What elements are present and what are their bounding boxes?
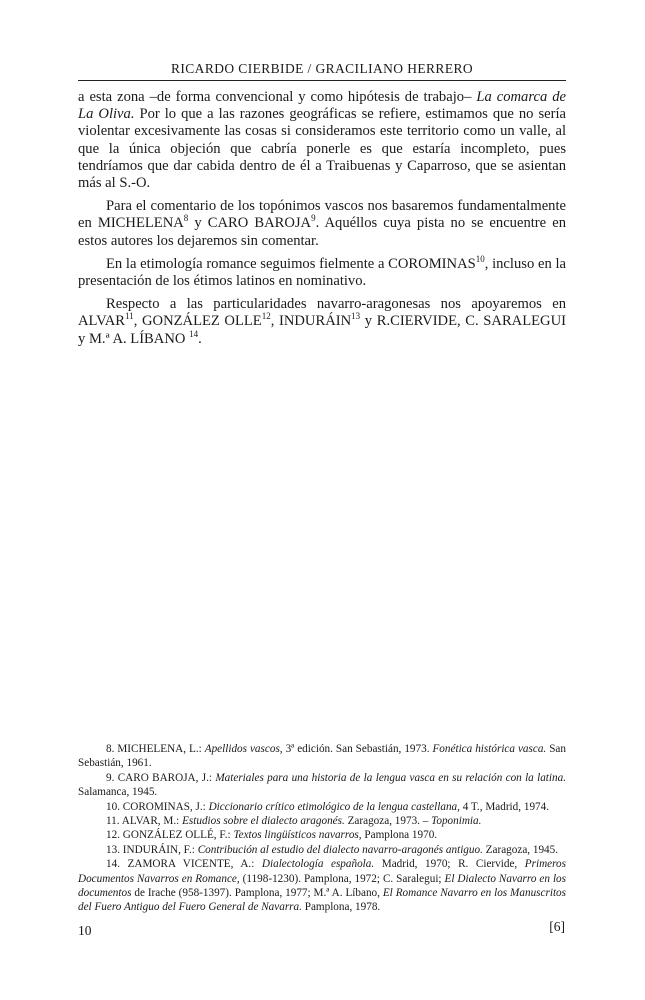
italic-run: El Dialecto Navarro en los documentos bbox=[78, 872, 566, 900]
text-run: 3ª edición. San Sebastián, 1973. bbox=[282, 743, 433, 755]
paragraph-4 bbox=[78, 296, 566, 348]
footnote-ref: 10 bbox=[475, 253, 485, 264]
italic-run: Apellidos vascos, bbox=[204, 743, 283, 755]
text-run: , incluso en la presentación de los étimos latinos en nominativo. bbox=[78, 255, 566, 290]
text-run: San Sebastián, 1961. bbox=[78, 743, 566, 770]
italic-run: Textos lingüísticos navarros, bbox=[233, 829, 362, 842]
text-run: a esta zona –de forma convencional y como hipótesis de trabajo– bbox=[78, 89, 477, 105]
text-run: Por lo que a las razones geográficas se refiere, estimamos que no sería violentar excesivamente las cosas si consideramos este territorio como un valle, al que la única objeción que cabría ponerle es que estaría incompleto, pues tendríamos que dar cabida dentro de él a Traibuenas y Caparroso, que se asientan más al S.-O. bbox=[78, 106, 567, 192]
text-run: de Irache (958-1397). Pamplona, 1977; M.ª A. Líbano, bbox=[131, 887, 383, 900]
text-run: Madrid, 1970; R. Ciervide, bbox=[374, 858, 525, 871]
italic-run: Contribución al estudio del dialecto navarro-aragonés antiguo. bbox=[197, 843, 483, 856]
text-run: Para el comentario de los topónimos vascos nos basaremos fundamentalmente en MICHELENA bbox=[78, 198, 566, 232]
footnote-13 bbox=[78, 843, 566, 857]
footnote-11 bbox=[78, 814, 566, 828]
paragraph-3 bbox=[78, 253, 566, 290]
italic-run: Primeros Documentos Navarros en Romance, bbox=[78, 858, 567, 885]
italic-run: Estudios sobre el dialecto aragonés. bbox=[182, 815, 345, 828]
text-run: 11. ALVAR, M.: bbox=[106, 815, 183, 828]
text-run: , GONZÁLEZ OLLE bbox=[133, 313, 262, 330]
body-text bbox=[78, 89, 566, 354]
text-run: Zaragoza, 1973. – bbox=[344, 815, 432, 828]
italic-run: El Romance Navarro en los Manuscritos del Fuero Antiguo del Fuero General de Navarra. bbox=[78, 887, 566, 914]
footnote-ref: 8 bbox=[183, 213, 189, 224]
footnote-ref: 11 bbox=[125, 311, 134, 322]
italic-run: Dialectología española. bbox=[261, 858, 375, 871]
footnote-12 bbox=[78, 828, 566, 842]
text-run: 8. MICHELENA, L.: bbox=[106, 743, 205, 755]
paragraph-1 bbox=[78, 89, 566, 192]
text-run: y R.CIERVIDE, C. SARALEGUI y M.ª A. LÍBANO bbox=[78, 313, 566, 347]
text-run: 10. COROMINAS, J.: bbox=[106, 800, 209, 813]
header-rule bbox=[78, 80, 566, 81]
footnote-9 bbox=[78, 771, 566, 800]
page-reference: [6] bbox=[549, 919, 565, 934]
italic-run: Fonética histórica vasca. bbox=[432, 743, 547, 755]
text-run: , INDURÁIN bbox=[270, 313, 352, 330]
footnote-14 bbox=[78, 857, 566, 915]
text-run: Pamplona, 1978. bbox=[301, 901, 381, 914]
footnote-10 bbox=[78, 800, 566, 814]
text-run: 4 T., Madrid, 1974. bbox=[459, 800, 550, 813]
footnote-ref: 13 bbox=[351, 311, 361, 322]
italic-run: Diccionario crítico etimológico de la lengua castellana, bbox=[208, 800, 460, 813]
footnotes bbox=[78, 742, 566, 915]
paragraph-2 bbox=[78, 198, 566, 250]
text-run: 13. INDURÁIN, F.: bbox=[106, 843, 198, 856]
footnote-ref: 9 bbox=[311, 213, 316, 224]
text-run: En la etimología romance seguimos fielmente a COROMINAS bbox=[106, 255, 476, 272]
text-run: (1198-1230). Pamplona, 1972; C. Saralegui; bbox=[239, 872, 445, 885]
text-run: 14. ZAMORA VICENTE, A.: bbox=[106, 858, 262, 871]
text-run: . bbox=[198, 330, 202, 347]
italic-run: Toponimia. bbox=[431, 815, 482, 828]
running-header: RICARDO CIERBIDE / GRACILIANO HERRERO bbox=[170, 61, 474, 76]
text-run: Pamplona 1970. bbox=[361, 829, 438, 842]
italic-run: Materiales para una historia de la lengua vasca en su relación con la latina. bbox=[215, 771, 567, 784]
text-run: Salamanca, 1945. bbox=[78, 786, 158, 799]
footnote-ref: 14 bbox=[189, 328, 199, 339]
text-run: y CARO BAROJA bbox=[188, 215, 312, 232]
text-run: . Aquéllos cuya pista no se encuentre en estos autores los dejaremos sin comentar. bbox=[78, 215, 566, 249]
text-run: Zaragoza, 1945. bbox=[482, 843, 559, 856]
page-number: 10 bbox=[78, 923, 92, 938]
text-run: 12. GONZÁLEZ OLLÉ, F.: bbox=[106, 829, 234, 842]
italic-run: La comarca de La Oliva. bbox=[78, 89, 566, 123]
footnote-8 bbox=[78, 742, 566, 771]
text-run: 9. CARO BAROJA, J.: bbox=[106, 771, 216, 784]
text-run: Respecto a las particularidades navarro-aragonesas nos apoyaremos en ALVAR bbox=[78, 296, 566, 330]
footnote-ref: 12 bbox=[261, 311, 271, 322]
